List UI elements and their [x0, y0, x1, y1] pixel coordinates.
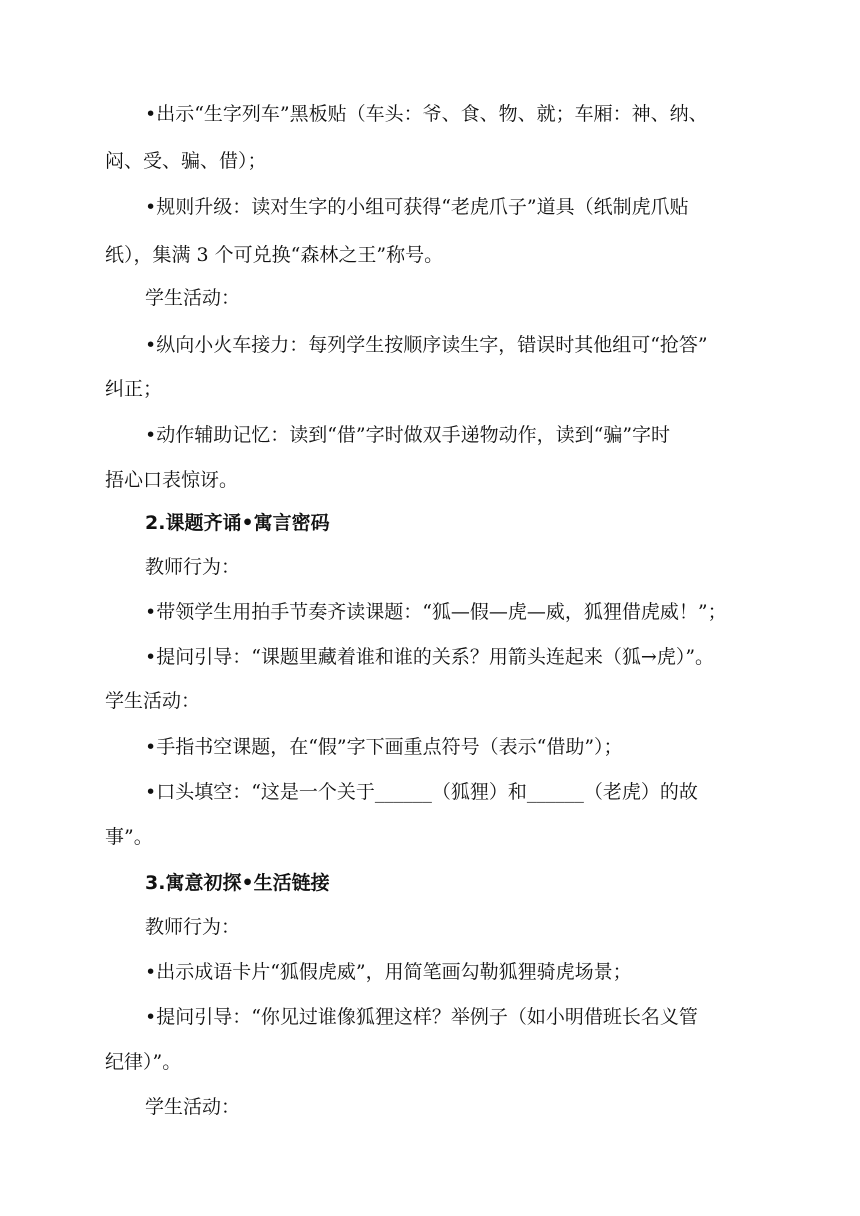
bullet-line-memory-1: •动作辅助记忆：读到“借”字时做双手递物动作，读到“骗”字时 [145, 424, 671, 446]
bullet-line-rule-2: 纸），集满 3 个可兑换“森林之王”称号。 [105, 244, 444, 266]
section-heading-3: 3.寓意初探•生活链接 [145, 872, 330, 894]
student-activity-label-1: 学生活动： [145, 287, 241, 309]
bullet-line-train-2: 纠正； [105, 378, 163, 400]
bullet-line-blackboard-2: 闷、受、骗、借）； [105, 150, 267, 172]
bullet-line-rule-1: •规则升级：读对生字的小组可获得“老虎爪子”道具（纸制虎爪贴 [145, 196, 689, 218]
bullet-line-fill-blank-2: 事”。 [105, 826, 153, 848]
teacher-behavior-label-2: 教师行为： [145, 556, 241, 578]
section-heading-2: 2.课题齐诵•寓言密码 [145, 512, 330, 534]
teacher-behavior-label-3: 教师行为： [145, 916, 241, 938]
bullet-line-finger-writing: •手指书空课题，在“假”字下画重点符号（表示“借助”）； [145, 736, 623, 758]
bullet-line-read-title: •带领学生用拍手节奏齐读课题：“狐—假—虎—威，狐狸借虎威！”； [145, 601, 727, 623]
bullet-line-fill-blank-1: •口头填空：“这是一个关于______（狐狸）和______（老虎）的故 [145, 781, 698, 803]
bullet-line-life-example-1: •提问引导：“你见过谁像狐狸这样？举例子（如小明借班长名义管 [145, 1006, 698, 1028]
bullet-line-question-arrow: •提问引导：“课题里藏着谁和谁的关系？用箭头连起来（狐→虎）”。 [145, 646, 715, 668]
bullet-line-life-example-2: 纪律）”。 [105, 1051, 182, 1073]
bullet-line-memory-2: 捂心口表惊讶。 [105, 469, 239, 491]
bullet-line-train-1: •纵向小火车接力：每列学生按顺序读生字，错误时其他组可“抢答” [145, 334, 708, 356]
student-activity-label-3: 学生活动： [145, 1096, 241, 1118]
bullet-line-idiom-card: •出示成语卡片“狐假虎威”，用简笔画勾勒狐狸骑虎场景； [145, 961, 632, 983]
bullet-line-blackboard-1: •出示“生字列车”黑板贴（车头：爷、食、物、就；车厢：神、纳、 [145, 103, 708, 125]
student-activity-label-2: 学生活动： [105, 690, 201, 712]
